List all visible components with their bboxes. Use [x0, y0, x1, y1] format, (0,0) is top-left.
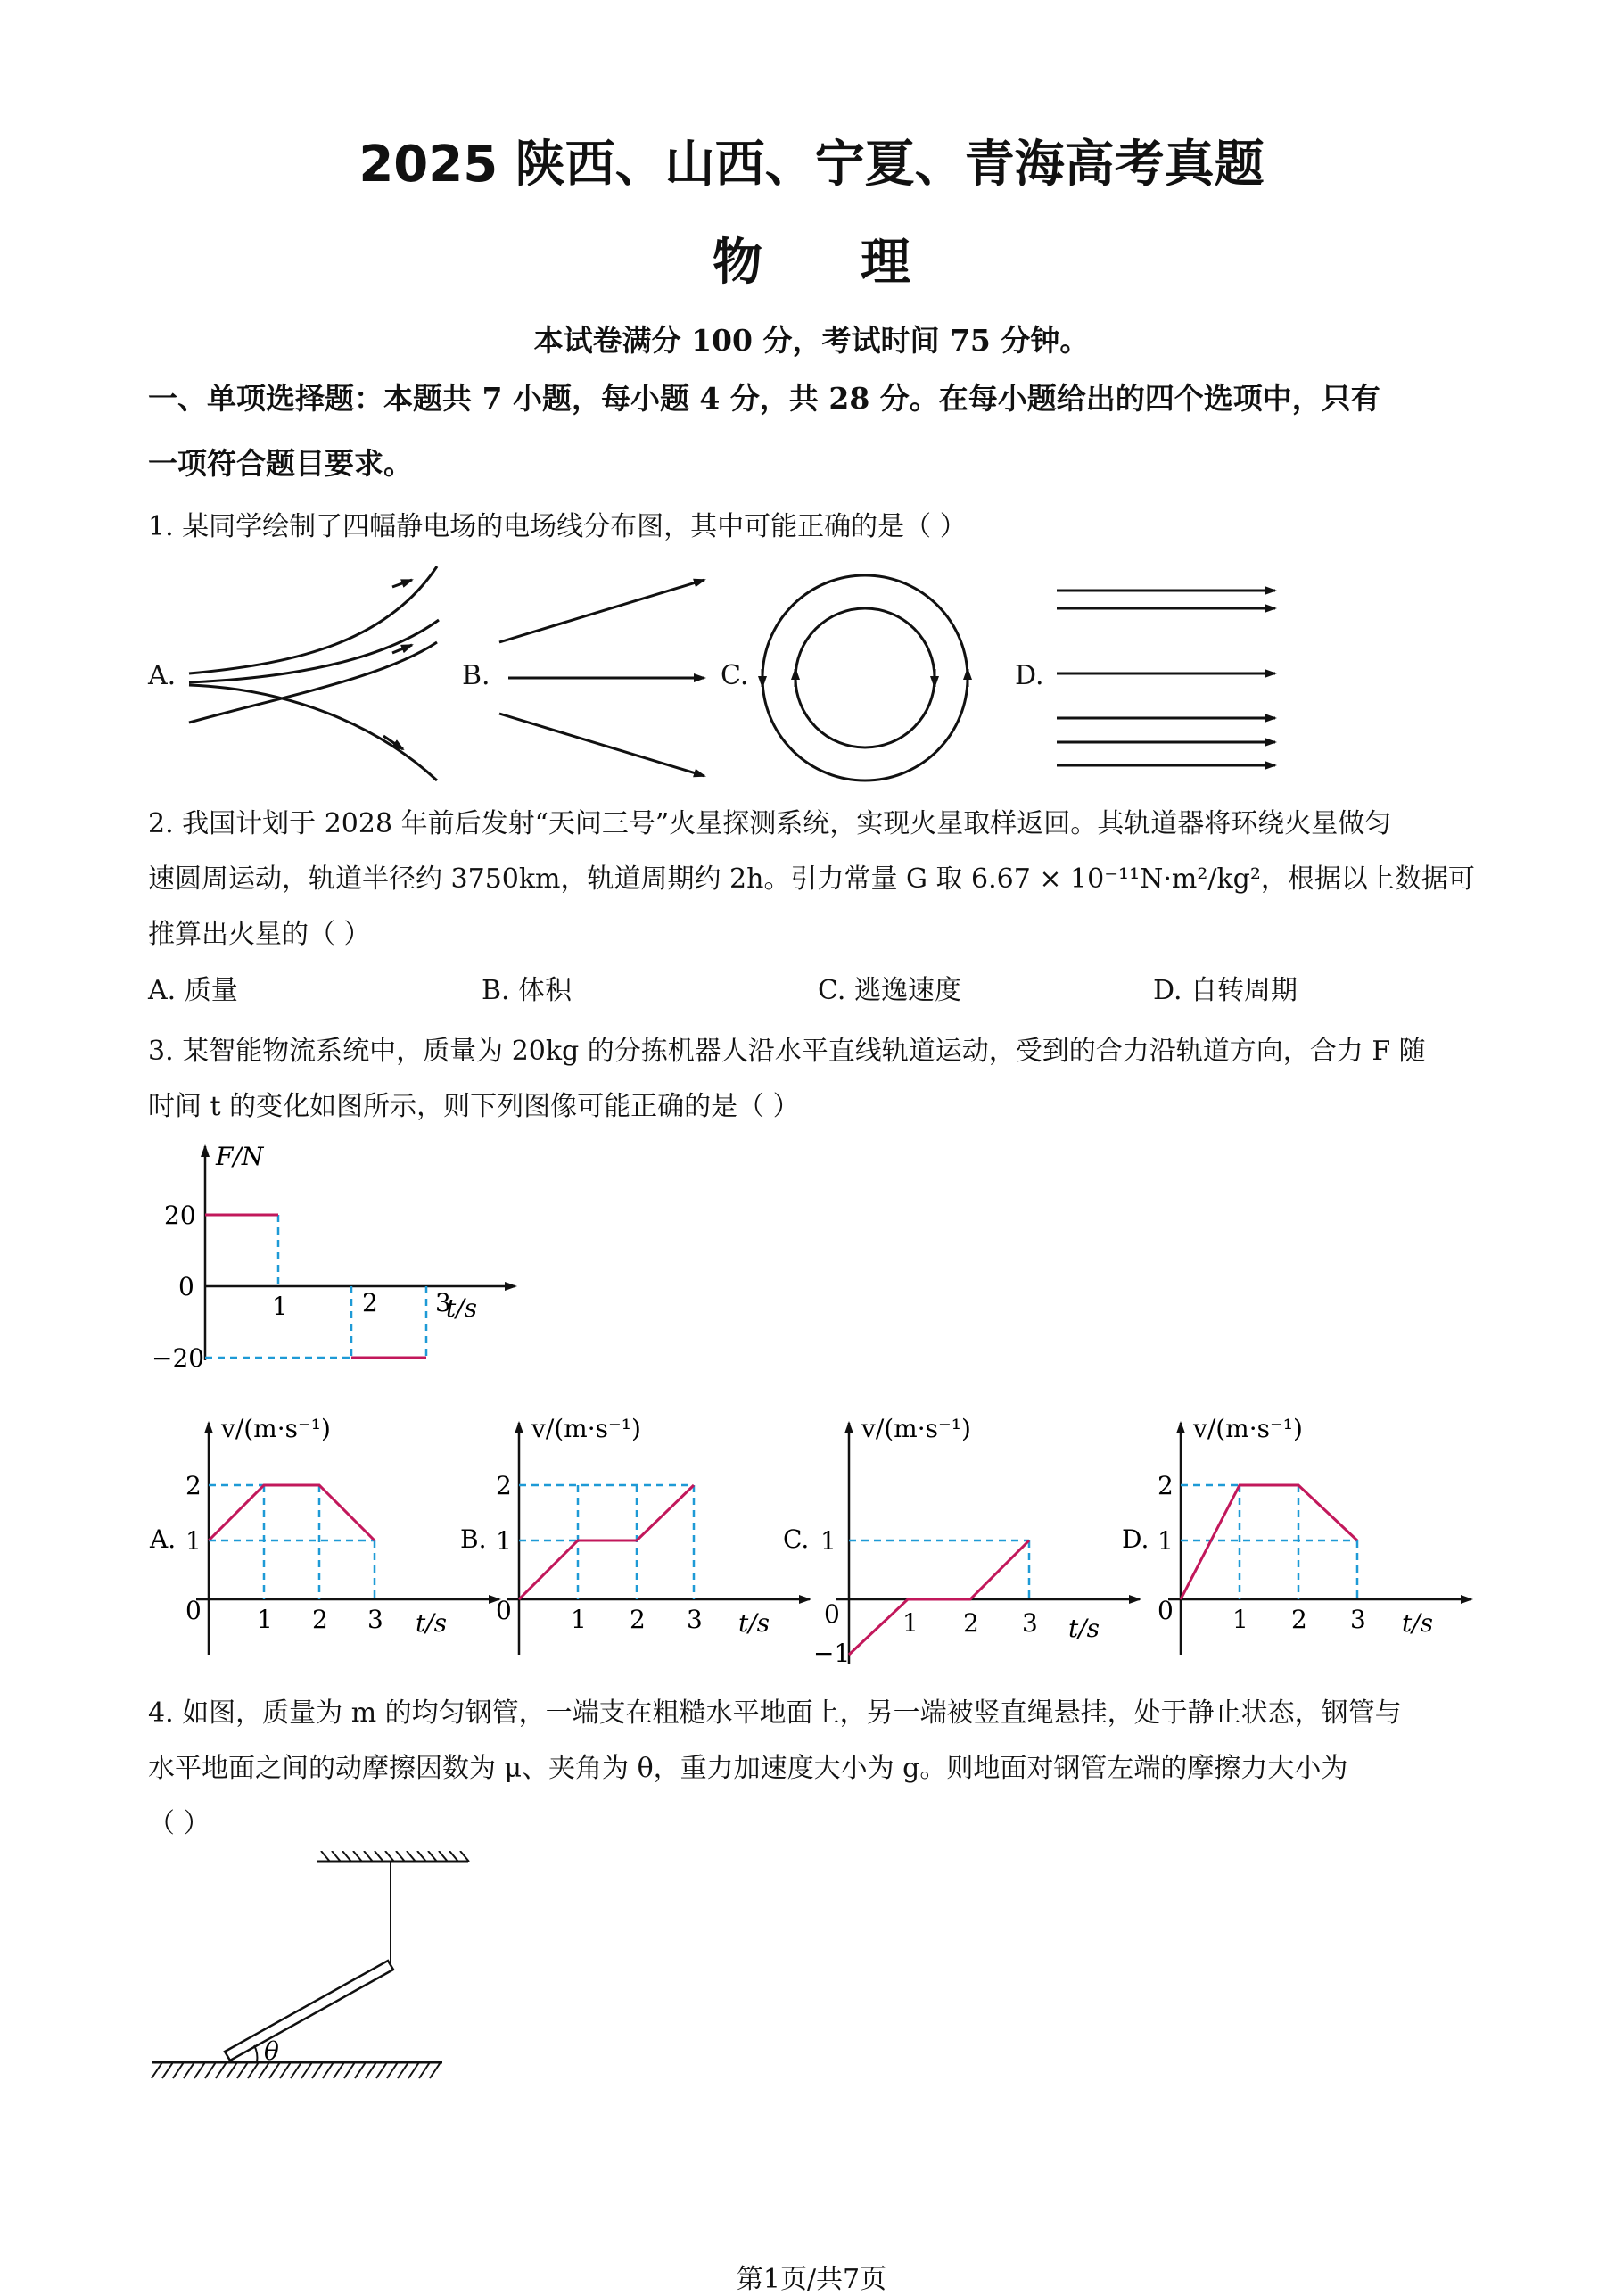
q2-line1: 2. 我国计划于 2028 年前后发射“天问三号”火星探测系统，实现火星取样返回。其轨道器将环绕火星做匀 — [148, 808, 1392, 839]
vt-a-ytick-0: 0 — [185, 1596, 202, 1625]
force-xtick-1: 1 — [272, 1292, 288, 1321]
q1-label-d: D. — [1015, 660, 1044, 691]
vt-a-ylabel: v/(m·s⁻¹) — [221, 1414, 331, 1443]
force-ytick-0: 0 — [178, 1272, 194, 1301]
vt-a-xtick-2: 2 — [312, 1605, 328, 1634]
vt-a-label: A. — [150, 1524, 177, 1554]
vt-b-xtick-2: 2 — [630, 1605, 646, 1634]
vt-a-ytick-2: 2 — [185, 1471, 202, 1500]
vt-graph-c — [783, 1414, 1140, 1668]
section-heading-line2: 一项符合题目要求。 — [148, 446, 413, 481]
q4-line3: （ ） — [148, 1808, 210, 1839]
force-ytick-20: 20 — [164, 1201, 196, 1230]
q3-force-graph — [143, 1133, 553, 1374]
vt-d-xtick-2: 2 — [1291, 1605, 1307, 1634]
force-xtick-2: 2 — [362, 1288, 378, 1317]
q2-option-d: D. 自转周期 — [1153, 975, 1298, 1006]
vt-b-ytick-1: 1 — [496, 1526, 512, 1556]
ground-hatching — [152, 2062, 441, 2078]
q4-line1: 4. 如图，质量为 m 的均匀钢管，一端支在粗糙水平地面上，另一端被竖直绳悬挂，处于静止状态，钢管与 — [148, 1697, 1402, 1729]
vt-c-ytick-0: 0 — [824, 1599, 840, 1629]
vt-b-ytick-0: 0 — [496, 1596, 512, 1625]
q3-vt-graphs — [143, 1405, 1480, 1672]
ceiling-hatching — [321, 1851, 469, 1862]
subject-title: 物理 — [713, 234, 1009, 292]
q1-diagram-d — [1057, 591, 1275, 765]
vt-b-xlabel: t/s — [738, 1608, 770, 1638]
exam-info: 本试卷满分 100 分，考试时间 75 分钟。 — [533, 323, 1090, 358]
vt-a-xtick-1: 1 — [257, 1605, 273, 1634]
vt-c-label: C. — [783, 1524, 810, 1554]
vt-c-ylabel: v/(m·s⁻¹) — [861, 1414, 971, 1443]
vt-d-curve — [1181, 1485, 1357, 1599]
q1-label-b: B. — [462, 660, 490, 691]
q1-diagram-c — [762, 575, 968, 780]
q1-stem: 1. 某同学绘制了四幅静电场的电场线分布图，其中可能正确的是（ ） — [148, 511, 967, 542]
force-ytick-neg20: −20 — [152, 1343, 205, 1373]
q1-field-diagrams — [0, 553, 1623, 794]
vt-d-label: D. — [1122, 1524, 1149, 1554]
q4-pipe-diagram — [143, 1851, 499, 2101]
force-xlabel: t/s — [446, 1293, 478, 1323]
vt-c-xtick-2: 2 — [963, 1608, 979, 1638]
vt-c-xtick-1: 1 — [902, 1608, 919, 1638]
vt-c-xtick-3: 3 — [1022, 1608, 1038, 1638]
vt-a-curve — [209, 1485, 375, 1540]
steel-pipe — [225, 1961, 393, 2061]
angle-theta-label: θ — [264, 2036, 279, 2066]
vt-c-ytick-neg1: −1 — [813, 1639, 851, 1668]
vt-b-xtick-3: 3 — [687, 1605, 703, 1634]
vt-b-curve — [519, 1485, 694, 1599]
vt-d-ytick-2: 2 — [1158, 1471, 1174, 1500]
vt-graph-d — [1122, 1414, 1471, 1655]
vt-a-xtick-3: 3 — [367, 1605, 383, 1634]
vt-b-xtick-1: 1 — [571, 1605, 587, 1634]
q2-option-b: B. 体积 — [482, 975, 573, 1006]
q2-line3: 推算出火星的（ ） — [148, 919, 371, 950]
vt-c-curve — [849, 1540, 1029, 1655]
vt-d-ytick-1: 1 — [1158, 1526, 1174, 1556]
angle-arc — [254, 2045, 257, 2062]
vt-d-xlabel: t/s — [1402, 1608, 1434, 1638]
vt-graph-a — [149, 1414, 499, 1655]
section-heading-line1: 一、单项选择题：本题共 7 小题，每小题 4 分，共 28 分。在每小题给出的四个选项中，只有 — [148, 381, 1380, 416]
q1-label-c: C. — [721, 660, 749, 691]
vt-a-ytick-1: 1 — [185, 1526, 202, 1556]
page-number: 第1页/共7页 — [736, 2264, 887, 2295]
q4-line2: 水平地面之间的动摩擦因数为 μ、夹角为 θ，重力加速度大小为 g。则地面对钢管左端的摩擦力大小为 — [148, 1753, 1348, 1784]
force-xtick-3: 3 — [435, 1288, 451, 1317]
vt-d-ytick-0: 0 — [1158, 1596, 1174, 1625]
vt-b-ylabel: v/(m·s⁻¹) — [531, 1414, 641, 1443]
vt-b-ytick-2: 2 — [496, 1471, 512, 1500]
vt-b-label: B. — [460, 1524, 487, 1554]
vt-a-xlabel: t/s — [416, 1608, 448, 1638]
q2-line2: 速圆周运动，轨道半径约 3750km，轨道周期约 2h。引力常量 G 取 6.67 × 10⁻¹¹N·m²/kg²，根据以上数据可 — [148, 863, 1475, 895]
vt-graph-b — [460, 1414, 810, 1655]
vt-d-ylabel: v/(m·s⁻¹) — [1193, 1414, 1303, 1443]
q1-diagram-b — [499, 580, 704, 776]
vt-c-ytick-1: 1 — [820, 1526, 836, 1556]
q3-line2: 时间 t 的变化如图所示，则下列图像可能正确的是（ ） — [148, 1091, 800, 1122]
vt-d-xtick-3: 3 — [1350, 1605, 1366, 1634]
q1-diagram-a — [189, 566, 439, 780]
q2-option-a: A. 质量 — [148, 975, 238, 1006]
q3-line1: 3. 某智能物流系统中，质量为 20kg 的分拣机器人沿水平直线轨道运动，受到的合力沿轨道方向，合力 F 随 — [148, 1036, 1426, 1067]
vt-c-xlabel: t/s — [1068, 1614, 1100, 1643]
page-title: 2025 陕西、山西、宁夏、青海高考真题 — [358, 136, 1265, 194]
vt-d-xtick-1: 1 — [1232, 1605, 1248, 1634]
q2-option-c: C. 逃逸速度 — [818, 975, 961, 1006]
force-ylabel: F/N — [216, 1142, 264, 1171]
q1-label-a: A. — [148, 660, 177, 691]
